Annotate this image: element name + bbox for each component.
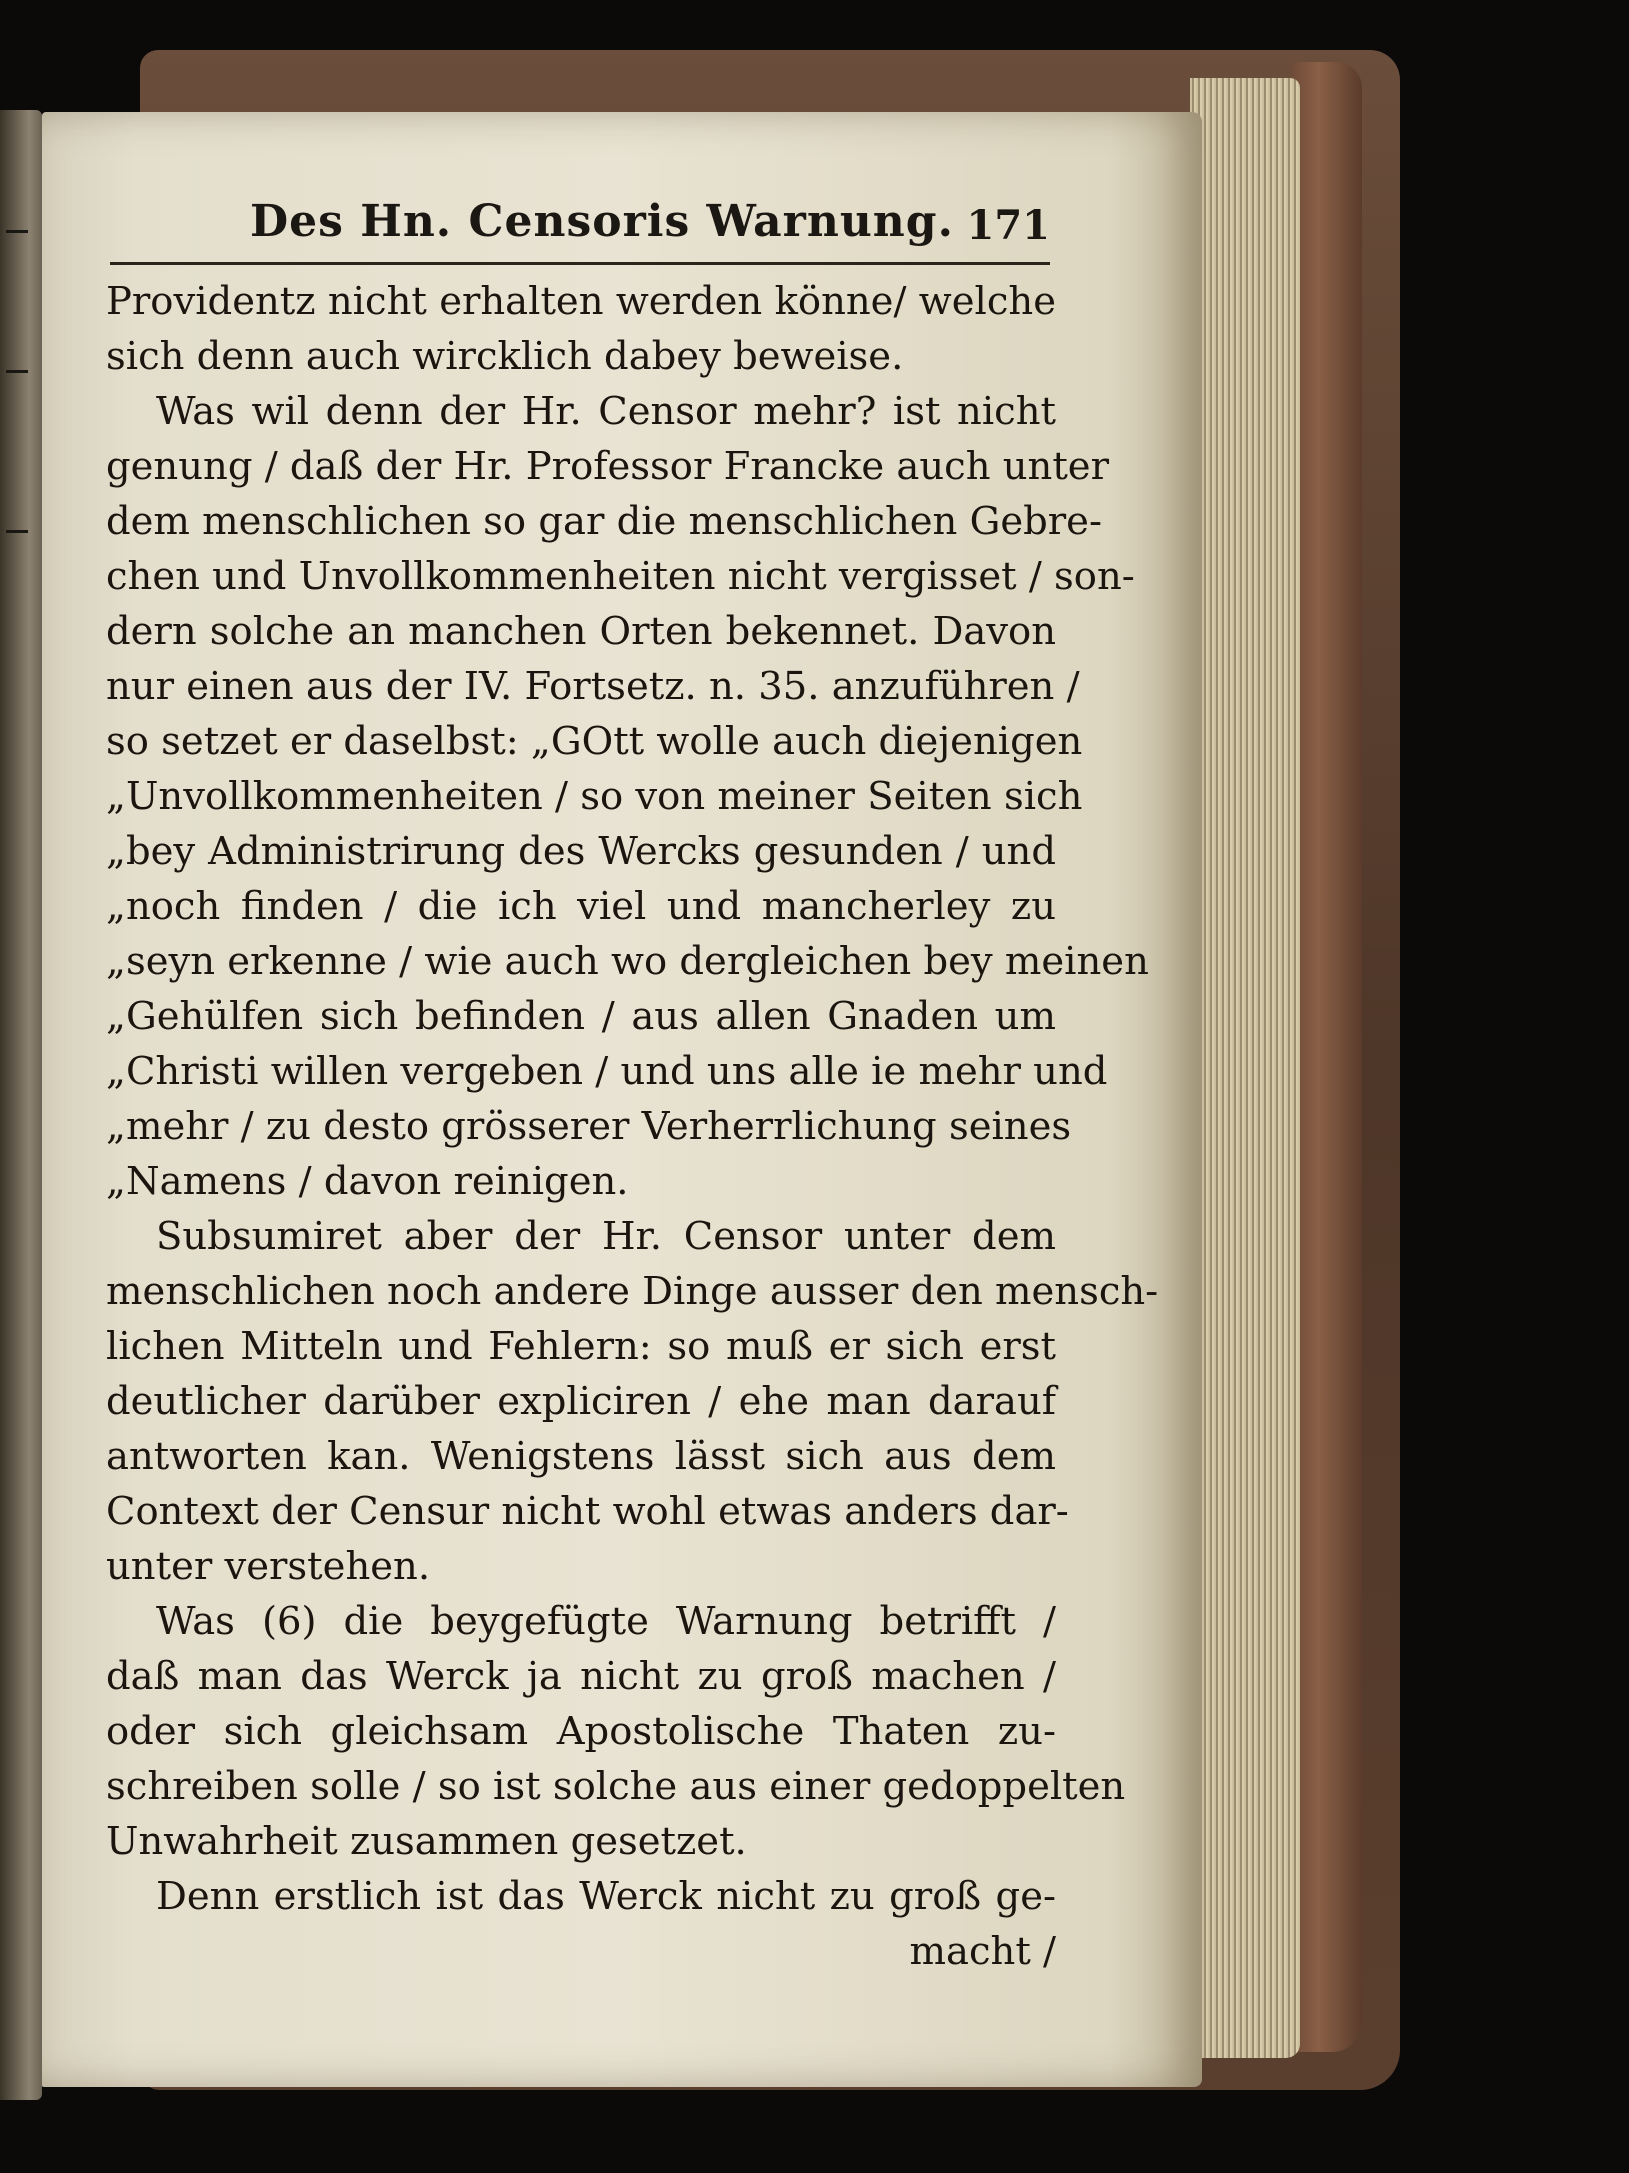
- body-text: [106, 274, 1159, 1979]
- page-header: [250, 196, 1050, 252]
- page-number: 171: [966, 202, 1050, 249]
- text-line: Was wil denn der Hr. Censor mehr? ist nicht: [156, 389, 1056, 434]
- text-line: Subsumiret aber der Hr. Censor unter dem: [156, 1214, 1056, 1259]
- text-line: deutlicher darüber expliciren / ehe man darauf: [106, 1379, 1056, 1424]
- text-line: Was (6) die beygefügte Warnung betrifft /: [156, 1599, 1056, 1644]
- text-line: nur einen aus der IV. Fortsetz. n. 35. anzuführen /: [106, 664, 1080, 709]
- text-line: genung / daß der Hr. Professor Francke auch unter: [106, 444, 1109, 489]
- text-line: menschlichen noch andere Dinge ausser den mensch-: [106, 1269, 1159, 1314]
- running-title: Des Hn. Censoris Warnung.: [250, 196, 954, 247]
- text-line: dern solche an manchen Orten bekennet. Davon: [106, 609, 1056, 654]
- catchword: macht /: [909, 1929, 1056, 1974]
- text-line: „Unvollkommenheiten / so von meiner Seiten sich: [106, 774, 1083, 819]
- facing-page-mark: [6, 230, 28, 233]
- text-line: so setzet er daselbst: „GOtt wolle auch diejenigen: [106, 719, 1083, 764]
- text-line: sich denn auch wircklich dabey beweise.: [106, 334, 904, 379]
- text-line: schreiben solle / so ist solche aus einer gedoppelten: [106, 1764, 1126, 1809]
- text-line: Denn erstlich ist das Werck nicht zu groß ge-: [156, 1874, 1056, 1919]
- text-line: dem menschlichen so gar die menschlichen Gebre-: [106, 499, 1102, 544]
- text-line: antworten kan. Wenigstens lässt sich aus dem: [106, 1434, 1056, 1479]
- text-line: Providentz nicht erhalten werden könne/ welche: [106, 279, 1056, 324]
- header-rule: [110, 262, 1050, 265]
- text-line: oder sich gleichsam Apostolische Thaten zu-: [106, 1709, 1056, 1754]
- facing-page-mark: [6, 530, 28, 533]
- text-line: lichen Mitteln und Fehlern: so muß er sich erst: [106, 1324, 1056, 1369]
- text-line: Context der Censur nicht wohl etwas anders dar-: [106, 1489, 1069, 1534]
- text-line: „Christi willen vergeben / und uns alle ie mehr und: [106, 1049, 1108, 1094]
- text-line: unter verstehen.: [106, 1544, 431, 1589]
- book-spine-edge: [1290, 62, 1362, 2052]
- text-line: „seyn erkenne / wie auch wo dergleichen bey meinen: [106, 939, 1149, 984]
- text-line: „mehr / zu desto grösserer Verherrlichung seines: [106, 1104, 1072, 1149]
- text-line: „Namens / davon reinigen.: [106, 1159, 629, 1204]
- text-line: „Gehülfen sich befinden / aus allen Gnaden um: [106, 994, 1056, 1039]
- text-line: Unwahrheit zusammen gesetzet.: [106, 1819, 747, 1864]
- facing-page-edge: [0, 110, 42, 2100]
- text-line: „noch finden / die ich viel und mancherley zu: [106, 884, 1056, 929]
- text-line: „bey Administrirung des Wercks gesunden / und: [106, 829, 1056, 874]
- page-edges: [1190, 78, 1300, 2058]
- text-line: daß man das Werck ja nicht zu groß machen /: [106, 1654, 1056, 1699]
- text-line: chen und Unvollkommenheiten nicht vergisset / son-: [106, 554, 1135, 599]
- facing-page-mark: [6, 370, 28, 373]
